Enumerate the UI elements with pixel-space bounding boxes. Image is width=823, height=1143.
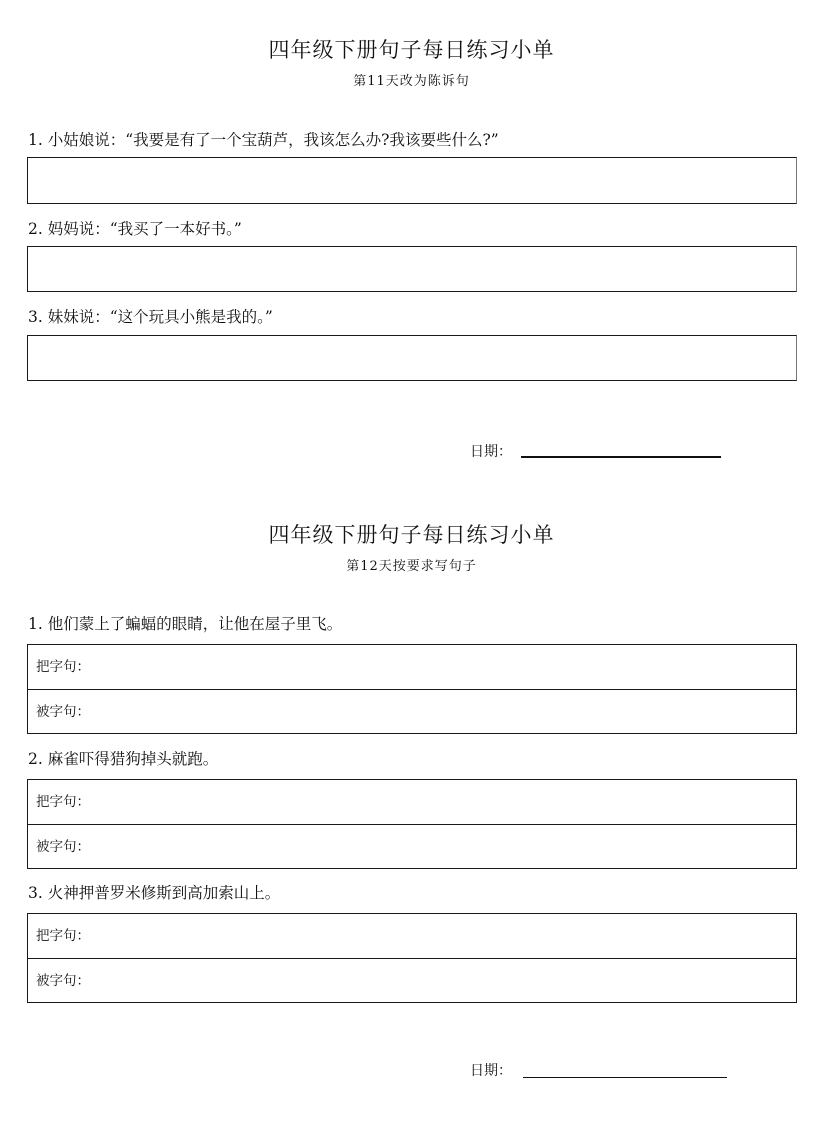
bei-sentence-row[interactable] — [28, 689, 796, 733]
sheet1-date-line[interactable] — [521, 456, 721, 458]
sheet1-answer-box-1[interactable] — [27, 157, 797, 204]
sheet2-answer-table-3 — [27, 913, 797, 1003]
bei-sentence-label: 被字句： — [36, 973, 90, 989]
bei-sentence-row[interactable] — [28, 824, 796, 868]
sheet2-date-line[interactable] — [523, 1077, 727, 1078]
sheet2-question-1: 1. 他们蒙上了蝙蝠的眼睛，让他在屋子里飞。 — [28, 615, 343, 633]
sheet1-question-2: 2. 妈妈说：“我买了一本好书。” — [28, 220, 242, 238]
ba-sentence-row[interactable] — [28, 914, 796, 958]
ba-sentence-row[interactable] — [28, 645, 796, 689]
bei-sentence-row[interactable] — [28, 958, 796, 1002]
ba-sentence-label: 把字句： — [36, 928, 90, 944]
sheet1-subtitle: 第11天改为陈诉句 — [353, 74, 470, 89]
ba-sentence-label: 把字句： — [36, 794, 90, 810]
sheet1-answer-box-3[interactable] — [27, 335, 797, 381]
sheet2-question-2: 2. 麻雀吓得猎狗掉头就跑。 — [28, 750, 219, 768]
sheet1-title: 四年级下册句子每日练习小单 — [268, 38, 555, 62]
sheet2-answer-table-1 — [27, 644, 797, 734]
sheet2-answer-table-2 — [27, 779, 797, 869]
sheet2-subtitle: 第12天按要求写句子 — [346, 559, 477, 574]
sheet1-answer-box-2[interactable] — [27, 246, 797, 292]
ba-sentence-row[interactable] — [28, 780, 796, 824]
sheet2-title: 四年级下册句子每日练习小单 — [268, 523, 555, 547]
bei-sentence-label: 被字句： — [36, 839, 90, 855]
sheet2-question-3: 3. 火神押普罗米修斯到高加索山上。 — [28, 884, 281, 902]
bei-sentence-label: 被字句： — [36, 704, 90, 720]
sheet1-question-1: 1. 小姑娘说：“我要是有了一个宝葫芦，我该怎么办?我该要些什么?” — [28, 131, 499, 149]
sheet1-date-label: 日期： — [470, 444, 512, 460]
sheet2-date-label: 日期： — [470, 1063, 512, 1079]
ba-sentence-label: 把字句： — [36, 659, 90, 675]
sheet1-question-3: 3. 妹妹说：“这个玩具小熊是我的。” — [28, 308, 273, 326]
